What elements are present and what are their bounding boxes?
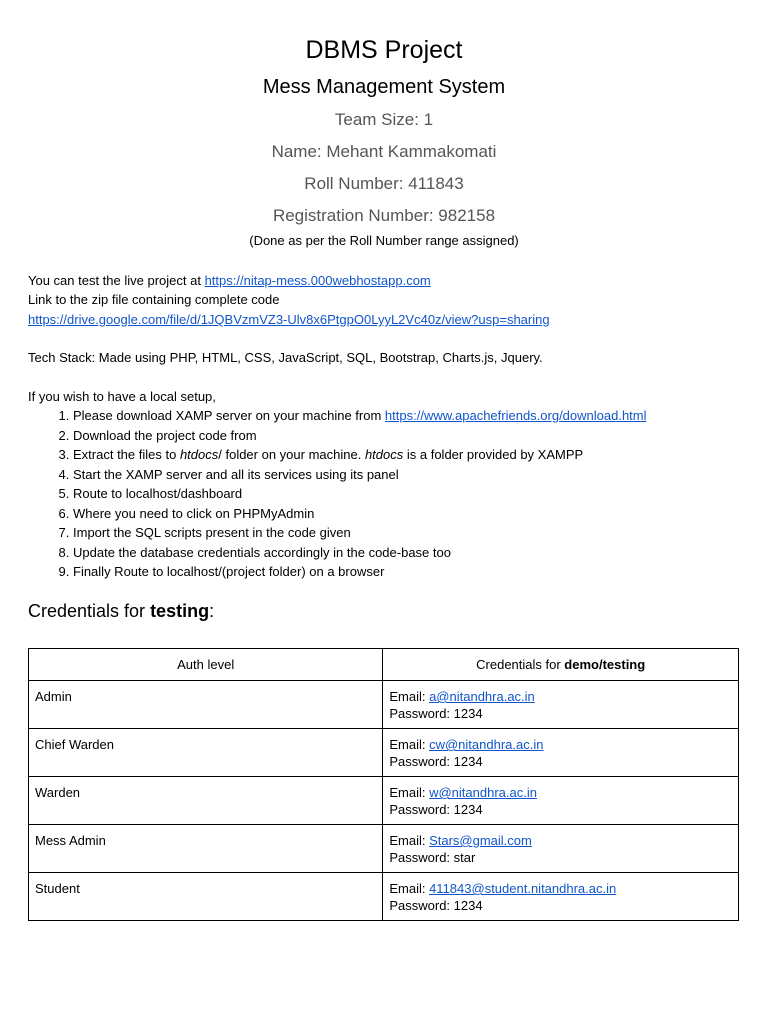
credentials-cell [383, 825, 739, 873]
password-text: Password: 1234 [389, 754, 483, 769]
range-note: (Done as per the Roll Number range assigned) [249, 233, 519, 248]
auth-level-cell: Admin [29, 681, 383, 729]
auth-level-cell: Warden [29, 777, 383, 825]
email-link[interactable]: w@nitandhra.ac.in [429, 785, 537, 800]
auth-level-cell: Chief Warden [29, 729, 383, 777]
setup-step-text: / folder on your machine. [218, 447, 365, 462]
setup-intro: If you wish to have a local setup, [28, 389, 216, 404]
setup-step: 5. Route to localhost/dashboard [73, 484, 647, 504]
roll-number: Roll Number: 411843 [304, 174, 464, 193]
table-header-row [29, 649, 739, 681]
setup-step: 9. Finally Route to localhost/(project folder) on a browser [73, 562, 647, 582]
setup-step: 7. Import the SQL scripts present in the code given [73, 523, 647, 543]
author-name: Name: Mehant Kammakomati [271, 142, 497, 161]
password-text: Password: 1234 [389, 802, 483, 817]
email-label: Email: [389, 833, 430, 848]
email-label: Email: [389, 689, 430, 704]
setup-step: 2. Download the project code from [73, 426, 647, 446]
team-size: Team Size: 1 [334, 110, 434, 129]
auth-level-cell: Student [29, 873, 383, 921]
setup-step-text: Please download XAMP server on your machine from [73, 408, 385, 423]
credentials-heading-bold: testing [150, 601, 210, 621]
email-label: Email: [389, 881, 430, 896]
table-row [29, 873, 739, 921]
xampp-download-link[interactable]: https://www.apachefriends.org/download.html [384, 408, 647, 423]
credentials-table [28, 648, 739, 921]
password-text: Password: 1234 [389, 898, 483, 913]
table-row [29, 729, 739, 777]
credentials-header-text: Credentials for [476, 657, 565, 672]
credentials-heading [28, 601, 214, 622]
email-link[interactable]: cw@nitandhra.ac.in [429, 737, 544, 752]
credentials-cell [383, 873, 739, 921]
setup-step: 4. Start the XAMP server and all its services using its panel [73, 465, 647, 485]
email-label: Email: [389, 785, 430, 800]
table-row [29, 681, 739, 729]
live-project-text: You can test the live project at [28, 273, 205, 288]
email-link[interactable]: a@nitandhra.ac.in [429, 689, 535, 704]
credentials-heading-suffix: : [209, 601, 215, 621]
document-subtitle: Mess Management System [262, 76, 506, 98]
table-row [29, 777, 739, 825]
setup-steps-list [28, 406, 647, 582]
setup-step [73, 406, 647, 426]
credentials-cell [383, 681, 739, 729]
email-link[interactable]: Stars@gmail.com [429, 833, 532, 848]
auth-level-header: Auth level [29, 649, 383, 681]
setup-step-text: Extract the files to [73, 447, 180, 462]
htdocs-term: htdocs [179, 447, 219, 462]
table-row [29, 825, 739, 873]
credentials-header [383, 649, 739, 681]
credentials-cell [383, 729, 739, 777]
registration-number: Registration Number: 982158 [272, 206, 496, 225]
auth-level-cell: Mess Admin [29, 825, 383, 873]
credentials-cell [383, 777, 739, 825]
live-project-line [28, 271, 748, 290]
zip-file-link[interactable]: https://drive.google.com/file/d/1JQBVzmVZ3-Ulv8x6PtgpO0LyyL2Vc40z/view?usp=sharing [28, 312, 550, 327]
credentials-heading-text: Credentials for [28, 601, 151, 621]
email-label: Email: [389, 737, 430, 752]
zip-file-line [28, 310, 748, 329]
tech-stack: Tech Stack: Made using PHP, HTML, CSS, JavaScript, SQL, Bootstrap, Charts.js, Jquery. [28, 350, 543, 365]
setup-step: 8. Update the database credentials accordingly in the code-base too [73, 543, 647, 563]
zip-file-text: Link to the zip file containing complete code [28, 292, 280, 307]
password-text: Password: 1234 [389, 706, 483, 721]
setup-step [73, 445, 647, 465]
password-text: Password: star [389, 850, 476, 865]
setup-step: 6. Where you need to click on PHPMyAdmin [73, 504, 647, 524]
credentials-header-bold: demo/testing [564, 657, 646, 672]
document-title: DBMS Project [305, 36, 463, 64]
email-link[interactable]: 411843@student.nitandhra.ac.in [429, 881, 617, 896]
setup-step-text: is a folder provided by XAMPP [403, 447, 584, 462]
htdocs-term: htdocs [364, 447, 404, 462]
live-project-link[interactable]: https://nitap-mess.000webhostapp.com [204, 273, 431, 288]
